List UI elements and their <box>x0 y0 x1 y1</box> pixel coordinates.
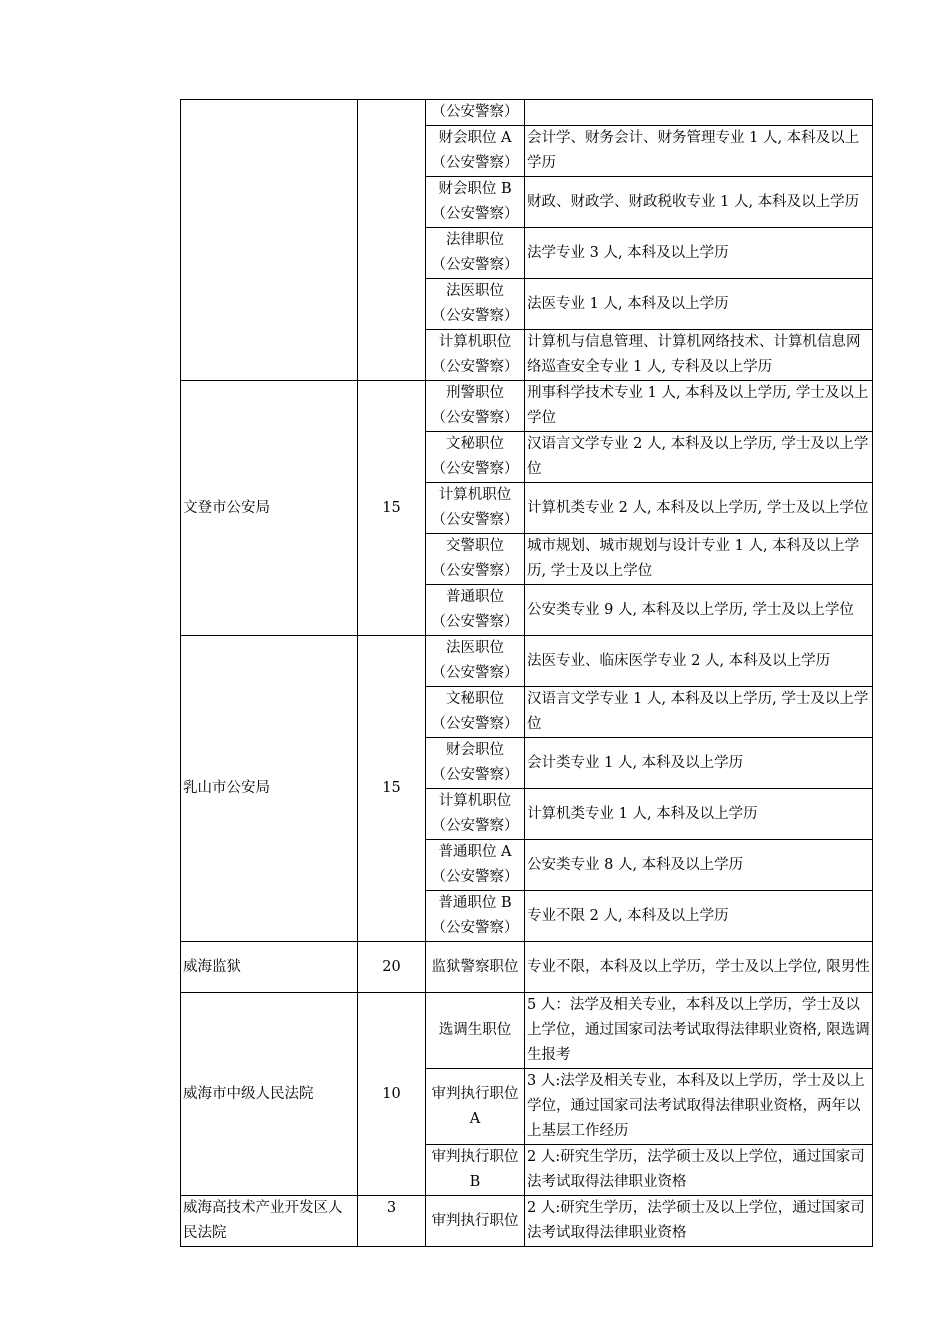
position-cell <box>426 840 525 891</box>
position-line: 刑警职位 <box>446 385 504 401</box>
position-line: （公安警察） <box>431 665 519 681</box>
position-line: 文秘职位 <box>446 691 504 707</box>
position-line: （公安警察） <box>431 155 519 171</box>
position-line: （公安警察） <box>431 869 519 885</box>
requirement-cell: 专业不限，本科及以上学历，学士及以上学位, 限男性 <box>525 942 873 993</box>
position-line: 普通职位 A <box>438 844 512 860</box>
position-cell <box>426 177 525 228</box>
position-line: 计算机职位 <box>438 334 512 350</box>
unit-cell: 文登市公安局 <box>181 381 358 636</box>
position-line: （公安警察） <box>431 104 519 120</box>
position-line: （公安警察） <box>431 359 519 375</box>
position-cell <box>426 687 525 738</box>
requirement-cell: 汉语言文学专业 2 人, 本科及以上学历, 学士及以上学位 <box>525 432 873 483</box>
position-line: （公安警察） <box>431 767 519 783</box>
table-row <box>181 1196 873 1247</box>
headcount-cell: 10 <box>358 993 426 1196</box>
requirement-cell: 2 人:研究生学历，法学硕士及以上学位，通过国家司法考试取得法律职业资格 <box>525 1196 873 1247</box>
requirement-cell: 法医专业 1 人, 本科及以上学历 <box>525 279 873 330</box>
position-cell <box>426 100 525 126</box>
position-line: （公安警察） <box>431 206 519 222</box>
position-line: 审判执行职位 <box>431 1149 519 1165</box>
position-line: 选调生职位 <box>438 1022 512 1038</box>
recruitment-table <box>180 99 873 1247</box>
position-line: A <box>469 1110 481 1127</box>
recruitment-table-body <box>181 100 873 1247</box>
position-line: 交警职位 <box>446 538 504 554</box>
position-line: 文秘职位 <box>446 436 504 452</box>
position-line: （公安警察） <box>431 563 519 579</box>
headcount-cell: 15 <box>358 636 426 942</box>
table-row <box>181 942 873 993</box>
requirement-cell: 专业不限 2 人, 本科及以上学历 <box>525 891 873 942</box>
requirement-cell: 财政、财政学、财政税收专业 1 人, 本科及以上学历 <box>525 177 873 228</box>
table-row <box>181 381 873 432</box>
position-line: B <box>469 1174 481 1190</box>
position-cell <box>426 432 525 483</box>
position-line: （公安警察） <box>431 920 519 936</box>
position-cell <box>426 891 525 942</box>
unit-cell <box>181 100 358 381</box>
position-line: 审判执行职位 <box>431 1212 519 1229</box>
position-cell <box>426 1069 525 1145</box>
unit-cell: 威海监狱 <box>181 942 358 993</box>
position-line: 财会职位 A <box>438 130 512 146</box>
position-cell <box>426 585 525 636</box>
requirement-cell: 计算机类专业 1 人, 本科及以上学历 <box>525 789 873 840</box>
position-cell <box>426 381 525 432</box>
position-cell <box>426 738 525 789</box>
position-cell <box>426 1196 525 1247</box>
position-cell <box>426 993 525 1069</box>
requirement-cell: 汉语言文学专业 1 人, 本科及以上学历, 学士及以上学位 <box>525 687 873 738</box>
position-line: 普通职位 <box>446 589 504 605</box>
position-line: 法律职位 <box>446 232 504 248</box>
position-line: （公安警察） <box>431 257 519 273</box>
position-line: 财会职位 <box>446 742 504 758</box>
requirement-cell: 城市规划、城市规划与设计专业 1 人, 本科及以上学历, 学士及以上学位 <box>525 534 873 585</box>
position-line: 计算机职位 <box>438 487 512 503</box>
requirement-cell: 法医专业、临床医学专业 2 人, 本科及以上学历 <box>525 636 873 687</box>
requirement-cell: 法学专业 3 人, 本科及以上学历 <box>525 228 873 279</box>
position-cell <box>426 636 525 687</box>
position-line: （公安警察） <box>431 512 519 528</box>
unit-cell: 威海高技术产业开发区人民法院 <box>181 1196 358 1247</box>
position-line: （公安警察） <box>431 461 519 477</box>
unit-cell: 乳山市公安局 <box>181 636 358 942</box>
position-line: 法医职位 <box>446 283 504 299</box>
requirement-cell: 刑事科学技术专业 1 人, 本科及以上学历, 学士及以上学位 <box>525 381 873 432</box>
position-cell <box>426 789 525 840</box>
position-cell <box>426 483 525 534</box>
position-line: （公安警察） <box>431 410 519 426</box>
position-line: （公安警察） <box>431 716 519 732</box>
requirement-cell: 公安类专业 9 人, 本科及以上学历, 学士及以上学位 <box>525 585 873 636</box>
table-row <box>181 636 873 687</box>
unit-cell: 威海市中级人民法院 <box>181 993 358 1196</box>
requirement-cell: 会计类专业 1 人, 本科及以上学历 <box>525 738 873 789</box>
headcount-cell <box>358 100 426 381</box>
position-cell <box>426 279 525 330</box>
requirement-cell: 计算机与信息管理、计算机网络技术、计算机信息网络巡查安全专业 1 人, 专科及以上学历 <box>525 330 873 381</box>
headcount-cell: 20 <box>358 942 426 993</box>
position-line: 计算机职位 <box>438 793 512 809</box>
requirement-cell: 会计学、财务会计、财务管理专业 1 人, 本科及以上学历 <box>525 126 873 177</box>
position-line: （公安警察） <box>431 818 519 834</box>
position-line: 财会职位 B <box>438 181 512 197</box>
position-cell <box>426 942 525 993</box>
requirement-cell: 公安类专业 8 人, 本科及以上学历 <box>525 840 873 891</box>
requirement-cell: 2 人:研究生学历，法学硕士及以上学位，通过国家司法考试取得法律职业资格 <box>525 1145 873 1196</box>
table-row <box>181 100 873 126</box>
position-line: （公安警察） <box>431 308 519 324</box>
headcount-cell: 3 <box>358 1196 426 1247</box>
position-cell <box>426 228 525 279</box>
requirement-cell: 计算机类专业 2 人, 本科及以上学历, 学士及以上学位 <box>525 483 873 534</box>
position-cell <box>426 330 525 381</box>
requirement-cell <box>525 100 873 126</box>
table-row <box>181 993 873 1069</box>
position-line: 法医职位 <box>446 640 504 656</box>
headcount-cell: 15 <box>358 381 426 636</box>
position-line: 普通职位 B <box>438 895 512 911</box>
position-line: 监狱警察职位 <box>431 958 519 975</box>
position-cell <box>426 126 525 177</box>
position-line: 审判执行职位 <box>431 1085 519 1102</box>
requirement-cell: 5 人：法学及相关专业，本科及以上学历，学士及以上学位，通过国家司法考试取得法律职业资格, 限选调生报考 <box>525 993 873 1069</box>
position-line: （公安警察） <box>431 614 519 630</box>
requirement-cell: 3 人:法学及相关专业，本科及以上学历，学士及以上学位，通过国家司法考试取得法律职业资格，两年以上基层工作经历 <box>525 1069 873 1145</box>
position-cell <box>426 1145 525 1196</box>
position-cell <box>426 534 525 585</box>
